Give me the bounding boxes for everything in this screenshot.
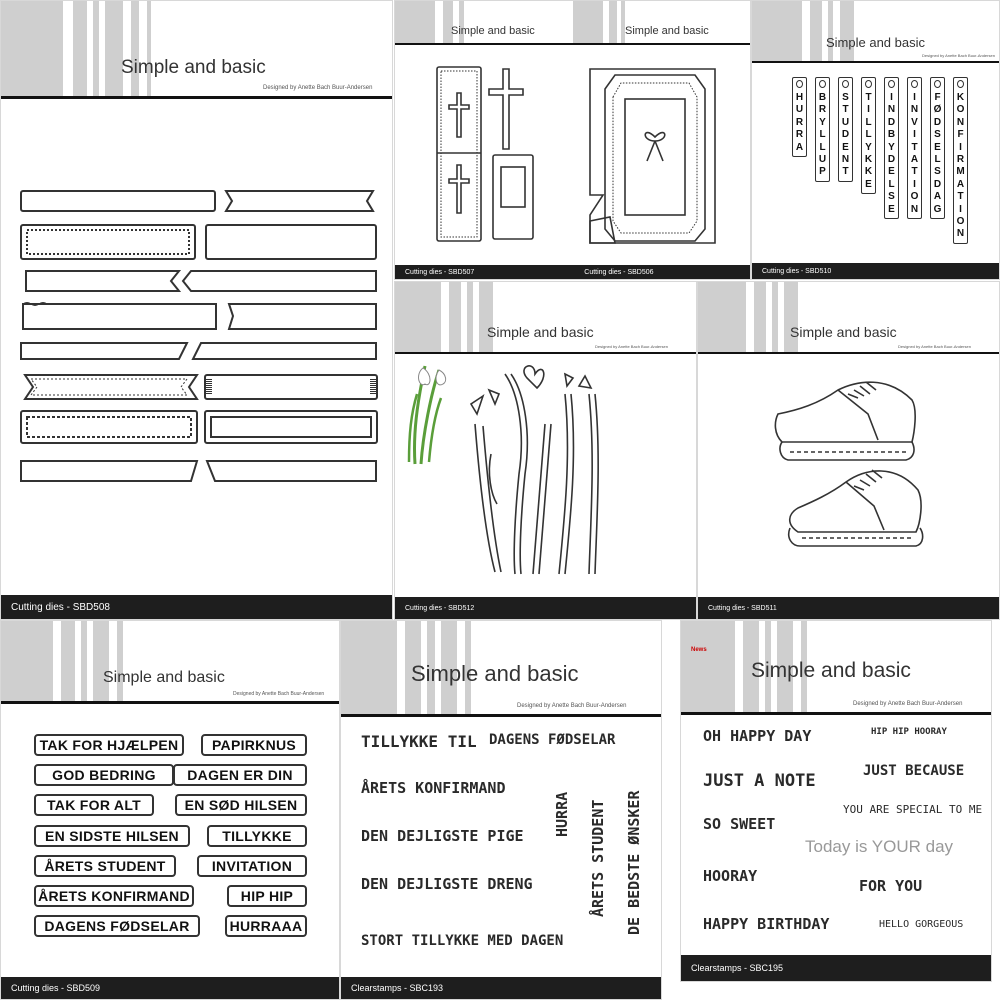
word-tag: HURRAAA [225, 915, 307, 937]
stamp-so-sweet: SO SWEET [703, 815, 776, 833]
stamp-den-dejligste-dreng: DEN DEJLIGSTE DRENG [361, 875, 533, 893]
tag-hole-icon [796, 80, 803, 88]
panel-footer: Clearstamps - SBC195 [681, 955, 991, 981]
brand-name-2: Simple and basic [625, 25, 709, 37]
stamp-den-dejligste-pige: DEN DEJLIGSTE PIGE [361, 827, 524, 845]
tag-letter: K [864, 166, 873, 178]
designer-credit: Designed by Anette Bach Buur-Andersen [517, 703, 627, 709]
tag-letter: Y [819, 116, 826, 128]
panel-header [752, 1, 999, 61]
panel-header [1, 1, 392, 99]
tag-letter: T [865, 92, 872, 103]
panel-sbc195 [680, 620, 992, 982]
tag-letter: A [933, 191, 942, 203]
word-tag: INVITATION [197, 855, 307, 877]
stamp-hooray: HOORAY [703, 867, 758, 885]
stamp-hip-hip-hooray: HIP HIP HOORAY [871, 727, 947, 737]
tag-letter: I [890, 92, 893, 103]
stamp-for-you: FOR YOU [859, 877, 923, 895]
brand-name: Simple and basic [790, 324, 897, 340]
tag-letter: R [956, 154, 965, 166]
tag-letter: I [913, 129, 916, 141]
tag-hole-icon [911, 80, 918, 88]
footer-left: Cutting dies - SBD507 [405, 268, 475, 276]
word-tag: TAK FOR HJÆLPEN [34, 734, 184, 756]
panel-footer: Cutting dies - SBD511 [698, 597, 999, 619]
panel-header [395, 282, 696, 354]
word-tag: EN SØD HILSEN [175, 794, 307, 816]
tag-letter: D [933, 178, 942, 190]
tag-letter: N [887, 104, 896, 116]
word-tag: EN SIDSTE HILSEN [34, 825, 190, 847]
tag-letter: I [913, 178, 916, 190]
tag-letter: V [911, 116, 918, 128]
word-tag: TILLYKKE [207, 825, 307, 847]
tag-letter: S [934, 129, 941, 141]
tag-letter: S [888, 191, 895, 203]
panel-footer: Cutting dies - SBD512 [395, 597, 696, 619]
word-tag: GOD BEDRING [34, 764, 174, 786]
tag-letter: L [819, 141, 826, 153]
tag-letter: S [842, 92, 849, 103]
stamp-tillykke-til: TILLYKKE TIL [361, 732, 477, 751]
tag-letter: T [842, 104, 849, 116]
tag-letter: L [888, 178, 895, 190]
tag-hole-icon [819, 80, 826, 88]
stamp-dagens-fodselar: DAGENS FØDSELAR [489, 732, 616, 748]
tag-letter: N [910, 104, 919, 116]
stamp-arets-student-vertical: ÅRETS STUDENT [589, 799, 607, 917]
stamp-just-a-note: JUST A NOTE [703, 771, 816, 791]
tag-hole-icon [888, 80, 895, 88]
word-tag: TAK FOR ALT [34, 794, 154, 816]
tag-letter: L [865, 129, 872, 141]
tag-letter: T [911, 141, 918, 153]
tag-letter: D [841, 129, 850, 141]
stamp-happy-birthday: HAPPY BIRTHDAY [703, 915, 830, 933]
tag-letter: H [795, 92, 804, 103]
word-tag: DAGEN ER DIN [173, 764, 307, 786]
tag-letter: R [818, 104, 827, 116]
word-tag: DAGENS FØDSELAR [34, 915, 200, 937]
stamp-just-because: JUST BECAUSE [863, 763, 965, 779]
tag-letter: A [910, 154, 919, 166]
tag-letter: G [933, 203, 942, 215]
tag-letter: E [842, 141, 849, 153]
banner-dies-art [1, 101, 393, 601]
designer-credit: Designed by Anette Bach Buur-Andersen [263, 85, 373, 91]
stamp-today-is-your-day: Today is YOUR day [805, 837, 954, 856]
tag-letter: E [934, 141, 941, 153]
vertical-tag [861, 77, 876, 194]
word-tag: PAPIRKNUS [201, 734, 307, 756]
snowdrop-dies-art [395, 354, 697, 594]
brand-name: Simple and basic [121, 57, 266, 78]
tag-letter: L [819, 129, 826, 141]
brand-name: Simple and basic [411, 661, 579, 686]
tag-letter: D [887, 154, 896, 166]
panel-footer: Cutting dies - SBD509 [1, 977, 339, 999]
panel-sbd508 [0, 0, 393, 620]
tag-letter: N [910, 203, 919, 215]
tag-letter: I [959, 203, 962, 215]
tag-letter: N [956, 228, 965, 240]
tag-letter: N [956, 116, 965, 128]
vertical-tag [815, 77, 830, 182]
tag-letter: F [957, 129, 964, 141]
panel-header [341, 621, 661, 717]
tag-letter: O [910, 191, 919, 203]
tag-letter: D [887, 116, 896, 128]
brand-name: Simple and basic [487, 324, 594, 340]
panel-header [1, 621, 339, 703]
stamp-you-are-special: YOU ARE SPECIAL TO ME [843, 803, 983, 816]
tag-letter: U [795, 104, 804, 116]
panel-sbd509 [0, 620, 340, 1000]
tag-letter: B [818, 92, 827, 103]
brand-name: Simple and basic [826, 35, 925, 50]
panel-footer: Clearstamps - SBC193 [341, 977, 661, 999]
vertical-tag [907, 77, 922, 219]
footer-right: Cutting dies - SBD506 [584, 268, 654, 276]
tag-letter: L [934, 154, 941, 166]
stamp-arets-konfirmand: ÅRETS KONFIRMAND [361, 779, 506, 797]
word-tag: ÅRETS KONFIRMAND [34, 885, 194, 907]
tag-letter: P [819, 166, 826, 178]
panel-footer: Cutting dies - SBD508 [1, 595, 392, 619]
panel-header [395, 1, 750, 45]
tag-letter: U [818, 154, 827, 166]
tag-letter: T [957, 191, 964, 203]
vertical-tag [792, 77, 807, 157]
vertical-tag [930, 77, 945, 219]
tag-letter: E [865, 178, 872, 190]
designer-credit: Designed by Anette Bach Buur-Andersen [853, 701, 963, 707]
tag-letter: U [841, 116, 850, 128]
news-badge: News [691, 647, 707, 653]
stamp-hurra-vertical: HURRA [553, 791, 571, 837]
tag-letter: T [842, 166, 849, 178]
stamp-oh-happy-day: OH HAPPY DAY [703, 727, 812, 745]
tag-letter: O [956, 216, 965, 228]
panel-header [681, 621, 991, 715]
tag-letter: S [934, 166, 941, 178]
tag-hole-icon [842, 80, 849, 88]
tag-letter: A [795, 141, 804, 153]
tag-letter: R [795, 116, 804, 128]
vertical-tag [953, 77, 968, 244]
panel-sbd510 [751, 0, 1000, 280]
tag-letter: Ø [933, 104, 942, 116]
designer-credit: Designed by Anette Bach Buur-Andersen [233, 691, 325, 697]
tag-letter: D [933, 116, 942, 128]
panel-sbd512 [394, 281, 697, 620]
panel-footer: Cutting dies - SBD510 [752, 263, 999, 279]
tag-letter: K [956, 92, 965, 103]
tag-letter: I [867, 104, 870, 116]
panel-footer [395, 265, 750, 279]
tag-letter: I [913, 92, 916, 103]
tag-letter: F [934, 92, 941, 103]
tag-letter: L [865, 116, 872, 128]
word-tag: ÅRETS STUDENT [34, 855, 176, 877]
panel-sbd507-506 [394, 0, 751, 280]
tag-letter: K [864, 154, 873, 166]
tag-letter: Y [865, 141, 872, 153]
tag-letter: E [888, 203, 895, 215]
tag-letter: I [959, 141, 962, 153]
panel-header [698, 282, 999, 354]
brand-name: Simple and basic [103, 669, 225, 686]
stamp-hello-gorgeous: HELLO GORGEOUS [879, 919, 964, 930]
designer-credit: Designed by Anette Bach Buur-Andersen [595, 344, 668, 349]
vertical-tag [838, 77, 853, 182]
cross-card-dies-art [395, 45, 751, 265]
tag-letter: O [956, 104, 965, 116]
designer-credit: Designed by Anette Bach Buur-Andersen [922, 53, 995, 58]
vertical-tag [884, 77, 899, 219]
tag-letter: B [887, 129, 896, 141]
panel-sbc193 [340, 620, 662, 1000]
stamp-stort-tillykke: STORT TILLYKKE MED DAGEN [361, 933, 564, 949]
brand-name: Simple and basic [751, 659, 911, 682]
tag-letter: E [888, 166, 895, 178]
tag-hole-icon [865, 80, 872, 88]
tag-letter: A [956, 178, 965, 190]
designer-credit: Designed by Anette Bach Buur-Andersen [898, 344, 971, 349]
word-tag: HIP HIP [227, 885, 307, 907]
tag-hole-icon [957, 80, 964, 88]
tag-letter: T [911, 166, 918, 178]
stamp-de-bedste-onsker-vertical: DE BEDSTE ØNSKER [625, 790, 643, 935]
tag-letter: R [795, 129, 804, 141]
tag-letter: Y [888, 141, 895, 153]
brand-name: Simple and basic [451, 25, 535, 37]
tag-letter: N [841, 154, 850, 166]
sneaker-dies-art [698, 354, 1000, 594]
panel-sbd511 [697, 281, 1000, 620]
tag-letter: M [956, 166, 965, 178]
tag-hole-icon [934, 80, 941, 88]
